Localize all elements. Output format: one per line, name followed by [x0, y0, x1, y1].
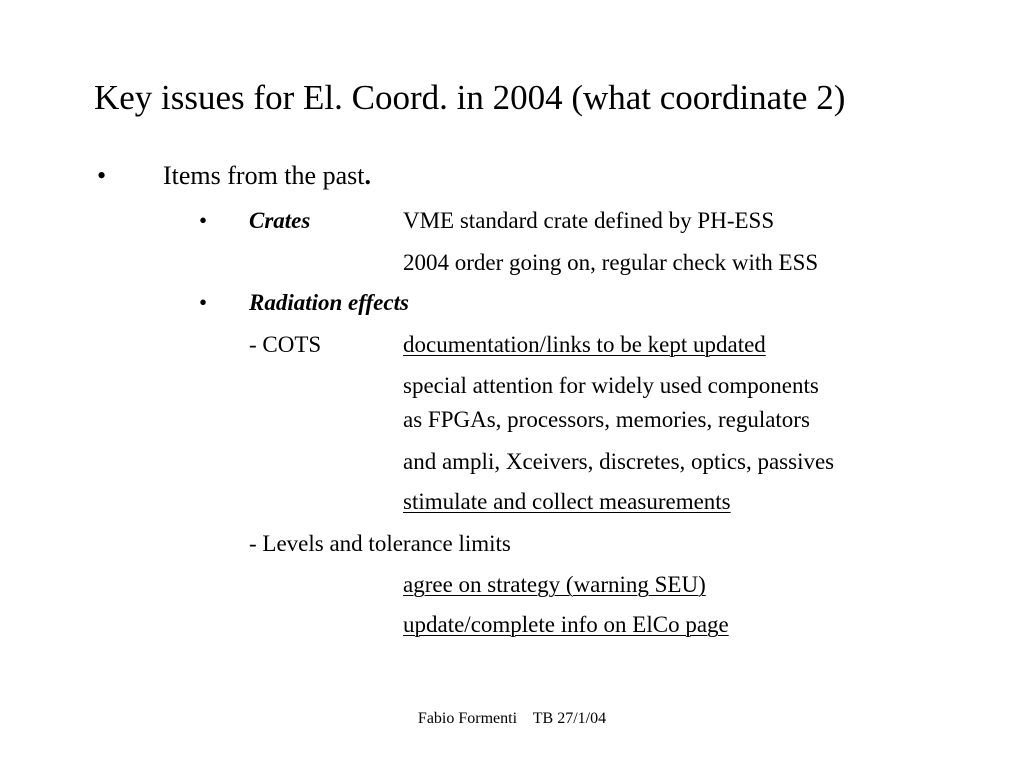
crates-term: Crates: [249, 208, 311, 233]
cots-link-stimulate[interactable]: stimulate and collect measurements: [403, 489, 731, 514]
items-from-past-heading: [163, 160, 371, 192]
radiation-effects-term: Radiation effects: [249, 290, 409, 315]
cots-label: - COTS: [249, 332, 322, 357]
crates-line-1: VME standard crate defined by PH-ESS: [403, 208, 775, 233]
items-from-past-text: Items from the past: [163, 161, 365, 190]
cots-line-ampli: and ampli, Xceivers, discretes, optics, passives: [403, 449, 835, 474]
levels-label: - Levels and tolerance limits: [249, 531, 511, 556]
bullet-items-from-past: •: [97, 161, 107, 190]
levels-link-update-info[interactable]: update/complete info on ElCo page: [403, 612, 729, 637]
cots-link-documentation[interactable]: documentation/links to be kept updated: [403, 332, 766, 357]
items-from-past-period: .: [364, 161, 371, 190]
bullet-crates: •: [199, 208, 208, 233]
cots-line-special-attention: special attention for widely used components: [403, 373, 819, 398]
levels-link-agree-strategy[interactable]: agree on strategy (warning SEU): [403, 572, 706, 597]
crates-line-2: 2004 order going on, regular check with ESS: [403, 250, 819, 275]
bullet-radiation-effects: •: [199, 290, 208, 315]
cots-line-fpgas: as FPGAs, processors, memories, regulators: [403, 407, 810, 432]
slide-title: Key issues for El. Coord. in 2004 (what coordinate 2): [94, 78, 846, 117]
slide-footer: Fabio Formenti TB 27/1/04: [417, 710, 607, 727]
